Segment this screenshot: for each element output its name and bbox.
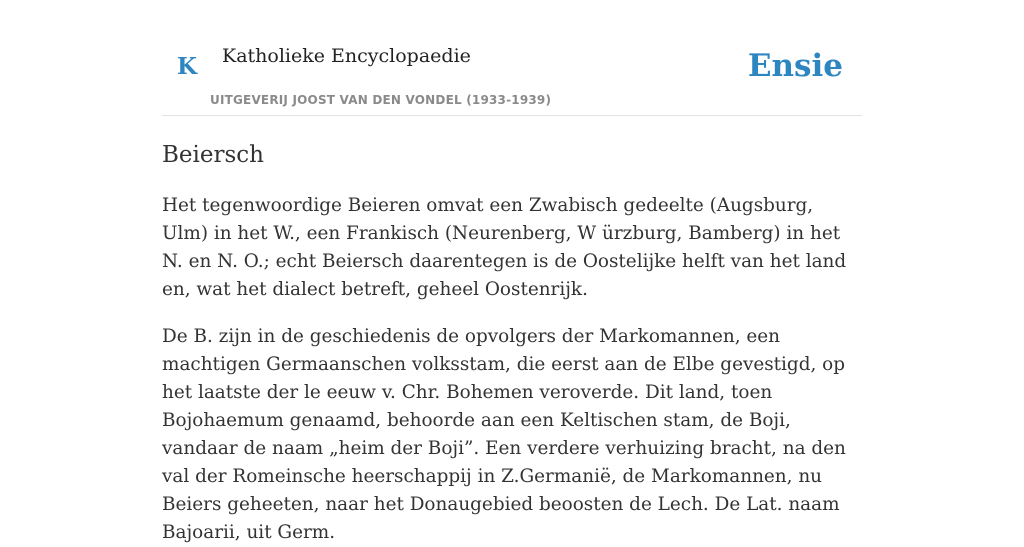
- logo-k[interactable]: K: [177, 53, 197, 80]
- article-body: [162, 192, 862, 547]
- page: [162, 0, 862, 547]
- site-header: [162, 0, 862, 116]
- article-title: Beiersch: [162, 142, 264, 168]
- ensie-logo-link[interactable]: Ensie: [747, 48, 843, 84]
- site-subtitle: UITGEVERIJ JOOST VAN DEN VONDEL (1933-1939): [210, 93, 552, 107]
- article-paragraph-2: De B. zijn in de geschiedenis de opvolgers der Markomannen, een machtigen Germaanschen volksstam, die eerst aan de Elbe gevestigd, op het laatste der le eeuw v. Chr. Bohemen veroverde. Dit land, toen Bojohaemum genaamd, behoorde aan een Keltischen stam, de Boji, vandaar de naam „heim der Boji”. Een verdere verhuizing bracht, na den val der Romeinsche heerschappij in Z.Germanië, de Markomannen, nu Beiers geheeten, naar het Donaugebied beoosten de Lech. De Lat. naam Bajoarii, uit Germ.: [162, 325, 846, 543]
- site-title-link[interactable]: Katholieke Encyclopaedie: [222, 45, 471, 67]
- article-paragraph-1: Het tegenwoordige Beieren omvat een Zwabisch gedeelte (Augsburg, Ulm) in het W., een Frankisch (Neurenberg, W ürzburg, Bamberg) in het N. en N. O.; echt Beiersch daarentegen is de Oostelijke helft van het land en, wat het dialect betreft, geheel Oostenrijk.: [162, 194, 847, 300]
- article: [162, 142, 862, 547]
